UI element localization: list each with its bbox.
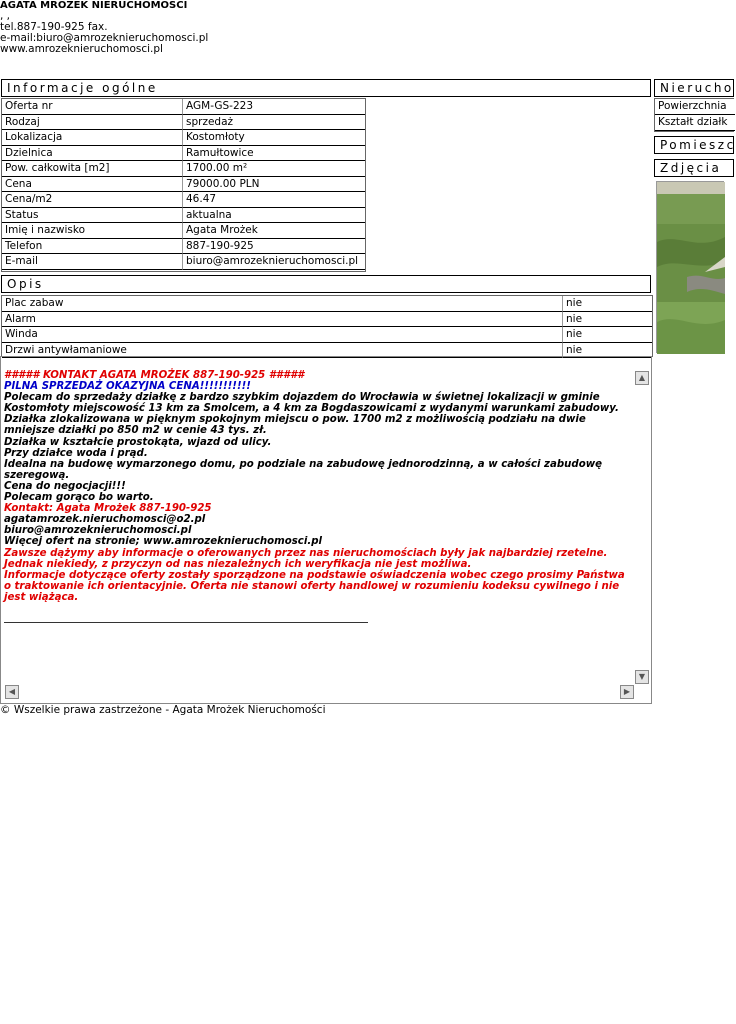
arrow-right-icon[interactable]: ▶ — [620, 685, 634, 699]
company-website: www.amrozeknieruchomosci.pl — [0, 43, 163, 55]
description-line: Zawsze dążymy aby informacje o oferowanych przez nas nieruchomościach były jak najbardziej rzetelne. Jednak niekiedy, z przyczyn od nas niezależnych ich weryfikacja nie jest możliwa. — [4, 547, 608, 570]
field-label: Oferta nr — [2, 99, 183, 115]
field-value: 46.47 — [183, 192, 365, 208]
description-line: Przy działce woda i prąd. — [4, 447, 148, 459]
table-row — [2, 239, 365, 255]
field-label: E-mail — [2, 254, 183, 270]
feature-value: nie — [563, 343, 652, 359]
section-rooms-heading: Pomieszc — [654, 136, 734, 154]
field-label: Cena/m2 — [2, 192, 183, 208]
arrow-up-icon[interactable]: ▲ — [635, 371, 649, 385]
features-table — [1, 295, 653, 357]
field-value: aktualna — [183, 208, 365, 224]
field-value: 79000.00 PLN — [183, 177, 365, 193]
feature-row — [2, 296, 652, 312]
field-value: AGM-GS-223 — [183, 99, 365, 115]
description-line: Cena do negocjacji!!! — [4, 480, 126, 492]
field-value: Ramułtowice — [183, 146, 365, 162]
field-label: Cena — [2, 177, 183, 193]
table-row — [2, 115, 365, 131]
feature-value: nie — [563, 327, 652, 343]
table-row — [2, 192, 365, 208]
feature-value: nie — [563, 296, 652, 312]
feature-label: Winda — [2, 327, 563, 343]
section-property-heading: Nierucho — [654, 79, 734, 97]
description-line: biuro@amrozeknieruchomosci.pl — [4, 525, 192, 537]
section-photos-heading: Zdjęcia — [654, 159, 734, 177]
company-title: AGATA MROŻEK NIERUCHOMOŚCI — [0, 0, 188, 11]
feature-label: Plac zabaw — [2, 296, 563, 312]
field-label: Telefon — [2, 239, 183, 255]
feature-label: Drzwi antywłamaniowe — [2, 343, 563, 359]
table-row — [2, 208, 365, 224]
field-value: sprzedaż — [183, 115, 365, 131]
description-line: Polecam do sprzedaży działkę z bardzo szybkim dojazdem do Wrocławia w świetnej lokalizacji w gminie Kostomłoty miejscowość 13 km za Smolcem, a 4 km za Bogdaszowicami z wydanymi warunkami zabudowy. — [4, 392, 619, 415]
section-description-heading: Opis — [1, 275, 651, 293]
description-line: Więcej ofert na stronie; www.amrozeknieruchomosci.pl — [4, 536, 322, 548]
field-value: Kostomłoty — [183, 130, 365, 146]
table-row — [2, 130, 365, 146]
field-label: Dzielnica — [2, 146, 183, 162]
property-info-table — [654, 98, 734, 132]
description-line: agatamrozek.nieruchomosci@o2.pl — [4, 514, 206, 526]
company-phone: tel.887-190-925 fax. — [0, 21, 108, 33]
property-field-label: Kształt działk — [655, 115, 735, 131]
feature-label: Alarm — [2, 312, 563, 328]
field-label: Imię i nazwisko — [2, 223, 183, 239]
description-line: Informacje dotyczące oferty zostały sporządzone na podstawie oświadczenia wobec czego prosimy Państwa o traktowanie ich orientacyjnie. Oferta nie stanowi oferty handlowej w rozumieniu kodeksu cywilnego i nie jest wiążąca. — [4, 569, 625, 603]
property-photo[interactable] — [656, 181, 724, 353]
feature-row — [2, 327, 652, 343]
company-email: e-mail:biuro@amrozeknieruchomosci.pl — [0, 32, 209, 44]
description-text — [4, 370, 632, 603]
description-divider — [4, 622, 368, 623]
field-value: Agata Mrożek — [183, 223, 365, 239]
field-value: biuro@amrozeknieruchomosci.pl — [183, 254, 365, 270]
field-value: 1700.00 m² — [183, 161, 365, 177]
table-row — [2, 161, 365, 177]
property-field-label: Powierzchnia — [655, 99, 735, 115]
table-row — [2, 223, 365, 239]
company-address: , , — [0, 10, 11, 22]
field-label: Pow. całkowita [m2] — [2, 161, 183, 177]
description-line: Kontakt: Agata Mrożek 887-190-925 — [4, 503, 212, 515]
section-general-heading: Informacje ogólne — [1, 79, 651, 97]
footer-copyright: © Wszelkie prawa zastrzeżone - Agata Mrożek Nieruchomości — [0, 704, 326, 716]
feature-row — [2, 312, 652, 328]
grass-photo-image — [657, 182, 725, 354]
field-label: Lokalizacja — [2, 130, 183, 146]
description-line: Działka w kształcie prostokąta, wjazd od ulicy. — [4, 436, 272, 448]
field-label: Status — [2, 208, 183, 224]
field-value: 887-190-925 — [183, 239, 365, 255]
table-row — [2, 146, 365, 162]
field-label: Rodzaj — [2, 115, 183, 131]
description-line: PILNA SPRZEDAŻ OKAZYJNA CENA!!!!!!!!!!! — [4, 381, 251, 393]
description-line: Działka zlokalizowana w pięknym spokojnym miejscu o pow. 1700 m2 z możliwością podziału na dwie mniejsze działki po 850 m2 w cenie 43 tys. zł. — [4, 414, 586, 437]
table-row — [2, 254, 365, 270]
description-line: ##### KONTAKT AGATA MROŻEK 887-190-925 ##### — [4, 370, 305, 381]
arrow-down-icon[interactable]: ▼ — [635, 670, 649, 684]
arrow-left-icon[interactable]: ◀ — [5, 685, 19, 699]
description-line: Idealna na budowę wymarzonego domu, po podziale na zabudowę jednorodzinną, a w całości zabudowę szeregową. — [4, 458, 603, 481]
table-row — [2, 177, 365, 193]
table-row — [2, 99, 365, 115]
general-info-table — [1, 98, 366, 272]
description-line: Polecam gorąco bo warto. — [4, 492, 154, 504]
feature-value: nie — [563, 312, 652, 328]
description-box[interactable] — [0, 356, 652, 704]
